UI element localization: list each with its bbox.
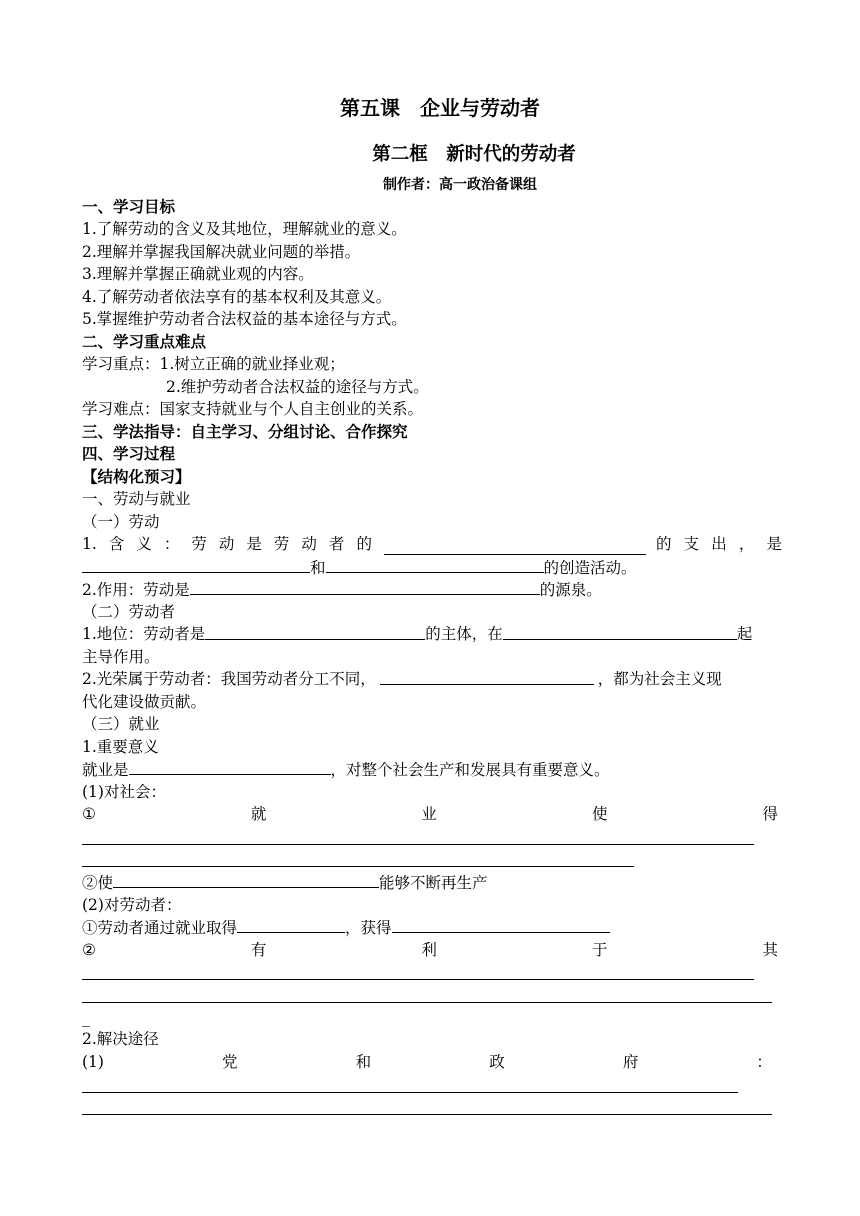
blank-rule[interactable]	[82, 979, 754, 980]
word: 是	[246, 535, 262, 553]
for-workers: (2)对劳动者：	[82, 896, 182, 914]
worker-status-start: 1.地位：劳动者是	[82, 625, 206, 643]
objective-item: 5.掌握维护劳动者合法权益的基本途径与方式。	[82, 310, 407, 328]
word: 的	[356, 535, 372, 553]
word: 府	[622, 1053, 639, 1071]
blank-field[interactable]	[384, 538, 646, 555]
solutions-1-row	[82, 1051, 772, 1073]
workers-1-start: ①劳动者通过就业取得	[82, 919, 238, 937]
worker-status-row	[82, 623, 782, 645]
worker-glory-line2: 代化建设做贡献。	[82, 693, 207, 711]
key-point-row	[82, 353, 782, 375]
sub2-heading: （二）劳动者	[82, 603, 176, 621]
key-point-2: 2.维护劳动者合法权益的途径与方式。	[166, 378, 429, 396]
word: 业	[421, 805, 437, 823]
preview-heading: 【结构化预习】	[82, 467, 191, 486]
word: 利	[421, 941, 437, 959]
labor-role-row	[82, 578, 782, 600]
method-line: 三、学法指导：自主学习、分组讨论、合作探究	[82, 422, 408, 441]
process-heading: 四、学习过程	[82, 444, 176, 463]
objective-item: 4.了解劳动者依法享有的基本权利及其意义。	[82, 288, 392, 306]
word: 1.	[82, 535, 97, 553]
word: 于	[591, 941, 608, 959]
worker-status-end: 起	[736, 625, 753, 643]
word: 党	[222, 1053, 238, 1071]
word: 劳	[191, 535, 207, 553]
worker-status-mid: 的主体，在	[425, 625, 503, 643]
word: ，	[738, 535, 755, 553]
labor-meaning-words	[82, 533, 372, 555]
solutions-heading: 2.解决途径	[82, 1030, 159, 1048]
workers-1-row	[82, 916, 782, 938]
difficulty-line: 学习难点：国家支持就业与个人自主创业的关系。	[82, 400, 424, 418]
word: ①	[82, 805, 96, 823]
word: 是	[766, 535, 782, 553]
word: 政	[489, 1053, 505, 1071]
employment-significance: 1.重要意义	[82, 738, 159, 756]
word: 有	[250, 941, 267, 959]
section-subtitle: 第二框 新时代的劳动者	[372, 144, 576, 165]
word: ②	[82, 941, 96, 959]
blank-field[interactable]	[190, 578, 540, 595]
word: 出	[711, 535, 727, 553]
objectives-heading: 一、学习目标	[82, 197, 176, 216]
labor-meaning-row	[82, 533, 782, 555]
employment-is-end: ，对整个社会生产和发展具有重要意义。	[330, 761, 610, 779]
word: 就	[250, 805, 267, 823]
employment-is-start: 就业是	[82, 761, 129, 779]
labor-meaning-tail	[656, 533, 782, 555]
word: 义	[136, 535, 152, 553]
key-points-heading: 二、学习重点难点	[82, 332, 207, 351]
blank-field[interactable]	[503, 623, 737, 640]
blank-rule[interactable]	[82, 844, 754, 845]
blank-field[interactable]	[392, 916, 610, 933]
word: 使	[591, 805, 608, 823]
society-2-row	[82, 871, 782, 893]
sub3-heading: （三）就业	[82, 715, 160, 733]
labor-meaning-end: 的创造活动。	[543, 559, 637, 577]
blank-rule[interactable]	[82, 1002, 772, 1003]
worker-glory-row	[82, 668, 782, 690]
word: (1)	[82, 1053, 104, 1071]
society-1-row	[82, 803, 778, 825]
key-point-1: 1.树立正确的就业择业观；	[159, 355, 345, 373]
objective-item: 1.了解劳动的含义及其地位，理解就业的意义。	[82, 220, 407, 238]
workers-1-mid: ，获得	[345, 919, 392, 937]
blank-field[interactable]	[129, 758, 331, 775]
trailing-underscore: _	[82, 1009, 90, 1027]
worker-glory-end: ，都为社会主义现	[597, 670, 722, 688]
society-2-start: ②使	[82, 874, 114, 892]
author-line: 制作者：高一政治备课组	[383, 177, 537, 193]
blank-rule[interactable]	[82, 1114, 772, 1115]
word: 其	[762, 941, 778, 959]
word: 支	[683, 535, 700, 553]
word: ：	[163, 535, 180, 553]
blank-field[interactable]	[380, 668, 594, 685]
labor-role-start: 2.作用：劳动是	[82, 581, 190, 599]
labor-meaning-row2	[82, 556, 782, 578]
word: 劳	[273, 535, 290, 553]
labor-role-end: 的源泉。	[539, 581, 602, 599]
workers-2-row	[82, 939, 778, 961]
worker-glory-start: 2.光荣属于劳动者：我国劳动者分工不同，	[82, 670, 376, 688]
part1-heading: 一、劳动与就业	[82, 490, 191, 508]
blank-field[interactable]	[237, 916, 345, 933]
blank-rule[interactable]	[82, 866, 634, 867]
lesson-title: 第五课 企业与劳动者	[340, 96, 540, 120]
sub1-heading: （一）劳动	[82, 513, 160, 531]
word: 含	[108, 535, 125, 553]
objective-item: 2.理解并掌握我国解决就业问题的举措。	[82, 243, 361, 261]
word: 者	[328, 535, 345, 553]
word: 和	[355, 1053, 372, 1071]
word: 的	[656, 535, 672, 553]
blank-field[interactable]	[326, 556, 544, 573]
blank-field[interactable]	[82, 556, 310, 573]
word: 动	[218, 535, 235, 553]
key-points-label: 学习重点：	[82, 355, 160, 373]
for-society: (1)对社会：	[82, 783, 166, 801]
worker-status-line2: 主导作用。	[82, 648, 160, 666]
society-2-end: 能够不断再生产	[379, 874, 488, 892]
word: 动	[301, 535, 317, 553]
and-text: 和	[310, 559, 326, 577]
word: 得	[762, 805, 778, 823]
blank-field[interactable]	[205, 623, 425, 640]
employment-is-row	[82, 758, 782, 780]
blank-field[interactable]	[113, 871, 379, 888]
word: ：	[756, 1053, 772, 1071]
blank-rule[interactable]	[82, 1092, 738, 1093]
objective-item: 3.理解并掌握正确就业观的内容。	[82, 265, 314, 283]
